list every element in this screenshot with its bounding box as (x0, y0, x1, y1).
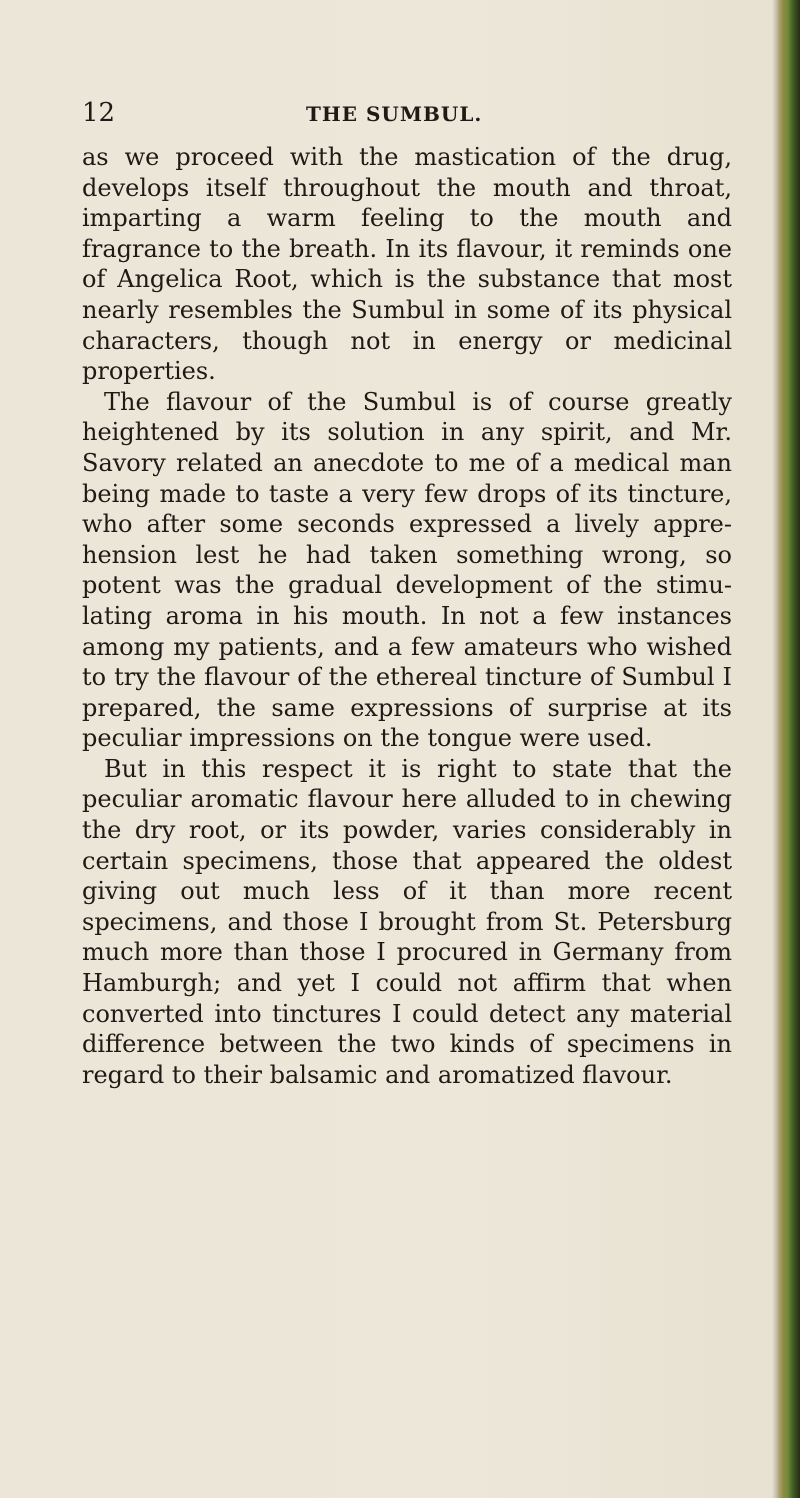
paragraph-flavour-tincture: The flavour of the Sumbul is of course greatly heightened by its solution in any spirit, and Mr. Savory related an anecdote to me of a medical man being made to taste a very few drops of its tincture, who after some seconds expressed a lively appre- hension lest he had taken something wrong, so potent was the gradual development of the stimu- lating aroma in his mouth. In not a few instances among my patients, and a few amateurs who wished to try the flavour of the ethereal tincture of Sumbul I prepared, the same expressions of surprise at its peculiar impressions on the tongue were used. (82, 387, 732, 753)
page-number: 12 (82, 98, 116, 128)
book-binding-edge (778, 0, 800, 1498)
page-header (82, 98, 734, 128)
body-text (82, 142, 732, 1090)
paragraph-specimen-variation: But in this respect it is right to state that the peculiar aromatic flavour here alluded to in chewing the dry root, or its powder, varies considerably in certain specimens, those that appeared the oldest giving out much less of it than more recent specimens, and those I brought from St. Petersburg much more than those I procured in Germany from Hamburgh; and yet I could not affirm that when converted into tinctures I could detect any material difference between the two kinds of specimens in regard to their balsamic and aromatized flavour. (82, 754, 732, 1089)
running-head: THE SUMBUL. (306, 102, 483, 126)
paragraph-continuation: as we proceed with the mastication of the drug, develops itself throughout the mouth and throat, imparting a warm feeling to the mouth and fragrance to the breath. In its flavour, it reminds one of Angelica Root, which is the substance that most nearly resembles the Sumbul in some of its physical characters, though not in energy or medicinal properties. (82, 143, 732, 386)
